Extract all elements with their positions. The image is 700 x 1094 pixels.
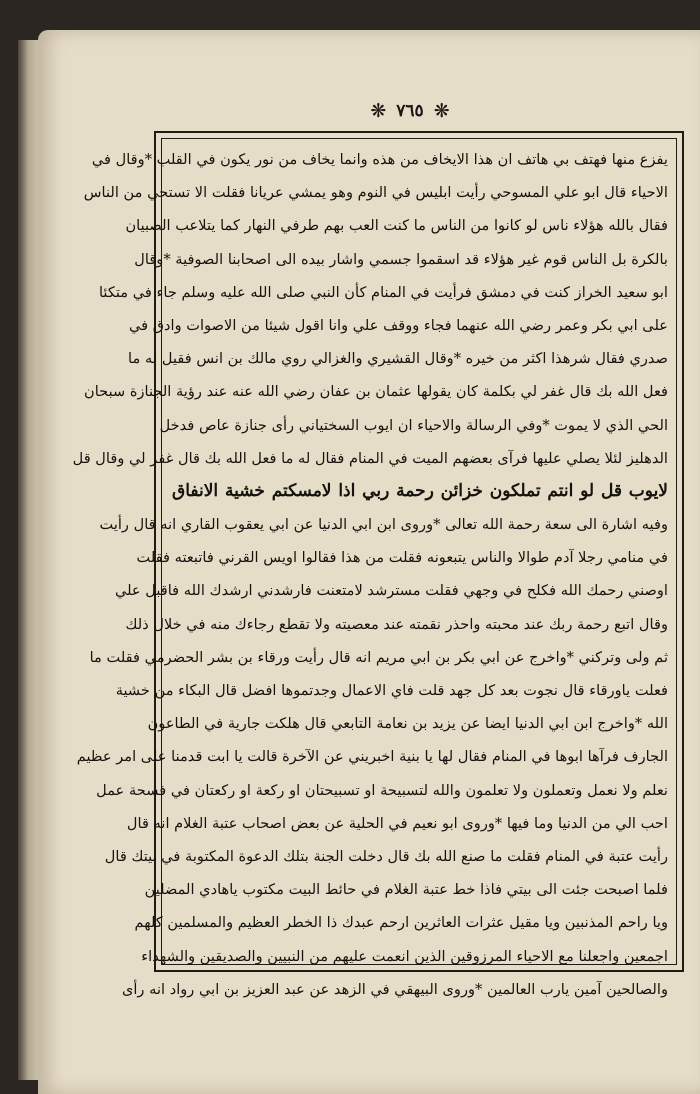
quran-verse-line: لايوب قل لو انتم تملكون خزائن رحمة ربي اذا لامسكتم خشية الانفاق	[172, 480, 668, 501]
text-line: يفزع منها فهتف بي هاتف ان هذا الايخاف من هذه وانما يخاف من نور يكون في القلب *وقال في	[91, 151, 668, 168]
text-line: فعل الله بك قال غفر لي بكلمة كان يقولها عثمان بن عفان رضي الله عنه عند رؤية الجنازة سبحان	[84, 383, 668, 401]
text-line: على ابي بكر وعمر رضي الله عنهما فجاء ووقف علي وانا اقول شيئا من الاصوات وادق في	[128, 316, 668, 334]
text-line: ابو سعيد الخراز كنت في دمشق فرأيت في المنام كأن النبي صلى الله عليه وسلم جاء في متكئا	[98, 283, 668, 301]
text-line: في منامي رجلا آدم طوالا والناس يتبعونه فقلت من هذا فقالوا اويس القرني فاتبعته فقلت	[136, 549, 668, 567]
text-line: صدري فقال شرهذا اكثر من خيره *وقال القشيري والغزالي روي مالك بن انس فقيل له ما	[128, 350, 668, 368]
text-line: ثم ولى وتركني *واخرج عن ابي بكر بن ابي مريم انه قال رأيت ورقاء بن بشر الحضرمي فقلت ما	[89, 648, 668, 666]
text-frame	[72, 131, 684, 998]
text-line: ويا راحم المذنبين ويا مقيل عثرات العاثرين ارحم عبدك ذا الخطر العظيم والمسلمين كلهم	[134, 914, 668, 932]
text-line: فلما اصبحت جئت الى بيتي فاذا خط عتبة الغلام في حائط البيت مكتوب ياهادي المضلين	[144, 881, 668, 899]
text-line: والصالحين آمين يارب العالمين *وروى البيهقي في الزهد عن عبد العزيز بن ابي رواد انه رأى	[121, 980, 668, 998]
text-line: وفيه اشارة الى سعة رحمة الله تعالى *وروى ابن ابي الدنيا عن ابي يعقوب القاري انه قال رأيت	[99, 516, 668, 534]
text-line: الله *واخرج ابن ابي الدنيا ايضا عن يزيد بن نعامة التابعي قال هلكت جارية في الطاعون	[147, 715, 668, 733]
body-text	[72, 143, 668, 1006]
text-line: فقال بالله هؤلاء ناس لو كانوا من الناس ما كنت العب بهم طرفي النهار كما يتلاعب الصبيان	[125, 217, 668, 235]
text-line: رأيت عتبة في المنام فقلت ما صنع الله بك قال دخلت الجنة بتلك الدعوة المكتوبة في بيتك قال	[104, 847, 668, 865]
text-line: الجارف فرآها ابوها في المنام فقال لها يا بنية اخبريني عن الآخرة قالت يا ابت قدمنا على امر عظيم	[76, 748, 668, 766]
text-line: احب الي من الدنيا وما فيها *وروى ابو نعيم في الحلية عن بعض اصحاب عتبة الغلام انه قال	[126, 814, 668, 832]
text-line: اجمعين واجعلنا مع الاحياء المرزوقين الذين انعمت عليهم من النبيين والصديقين والشهداء	[141, 947, 668, 965]
ornament-left-icon: ❋	[370, 99, 387, 122]
text-line: الدهليز لئلا يصلي عليها فرآى بعضهم الميت في المنام فقال له ما فعل الله بك قال غفر لي وقال قل	[72, 449, 668, 467]
page-header	[330, 99, 490, 123]
text-line: الحي الذي لا يموت *وفي الرسالة والاحياء ان ايوب السختياني رأى جنازة عاص فدخل	[159, 416, 668, 434]
text-line: نعلم ولا نعمل وتعملون ولا تعلمون والله لتسبيحة او تسبيحتان او ركعة او ركعتان في فسحة عمل	[96, 781, 668, 799]
text-line: بالكرة بل الناس قوم غير هؤلاء قد اسقموا جسمي واشار بيده الى اصحابنا الصوفية *وقال	[134, 250, 668, 268]
text-line: وقال اتبع رحمة ربك عند محبته واحذر نقمته عند معصيته ولا تقطع رجاءك منه في خلال ذلك	[125, 615, 668, 633]
ornament-right-icon: ❋	[433, 99, 450, 122]
text-line: الاحياء قال ابو علي المسوحي رأيت ابليس في النوم وهو يمشي عريانا فقلت الا تستحي من الناس	[83, 184, 668, 202]
text-line: اوصني رحمك الله فكلح في وجهي فقلت مسترشد لامتعنت فارشدني ارشدك الله فاقبل علي	[114, 582, 668, 600]
text-line: فعلت ياورقاء قال نجوت بعد كل جهد قلت فاي الاعمال وجدتموها افضل قال البكاء من خشية	[115, 682, 668, 699]
page-number: ٧٦٥	[396, 101, 424, 121]
